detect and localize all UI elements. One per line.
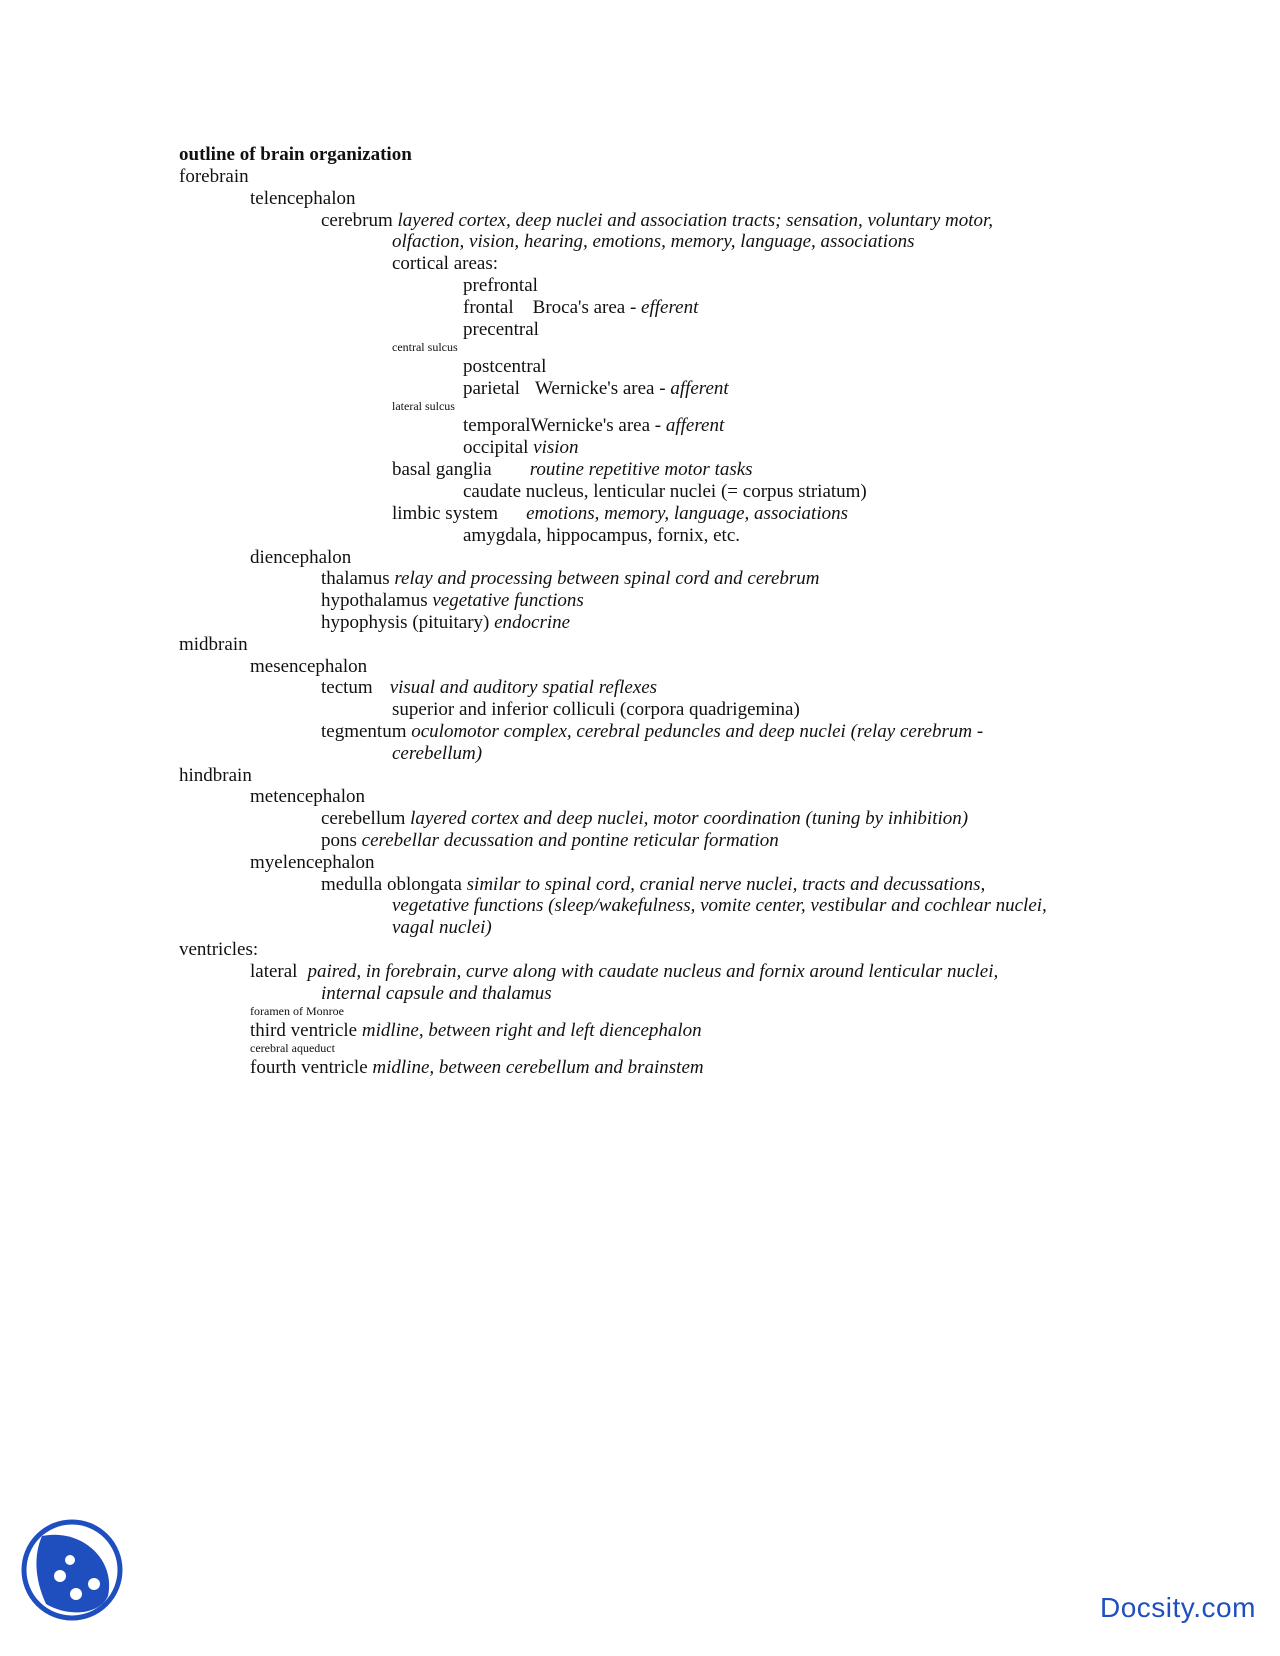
outline-entry [463, 437, 579, 459]
outline-entry [392, 459, 753, 481]
sulcus-label: lateral sulcus [392, 399, 455, 413]
function-description: visual and auditory spatial reflexes [389, 677, 658, 698]
outline-level-1: hindbrain [179, 765, 252, 786]
function-description: internal capsule and thalamus [321, 983, 552, 1004]
document-title: outline of brain organization [179, 144, 412, 165]
outline-entry [392, 503, 848, 525]
structure-name: limbic system [392, 503, 499, 524]
outline-level-2: mesencephalon [250, 656, 368, 677]
area-name: temporal [463, 415, 531, 436]
area-description: Broca's area - [532, 297, 637, 318]
outline-entry [321, 808, 968, 830]
function-description: similar to spinal cord, cranial nerve nuclei, tracts and decussations, [466, 874, 986, 895]
area-description: Wernicke's area - [534, 378, 666, 399]
outline-level-4: cortical areas: [392, 253, 499, 274]
outline-level-2: diencephalon [250, 547, 352, 568]
function-description: olfaction, vision, hearing, emotions, memory, language, associations [392, 231, 915, 252]
area-name: occipital [463, 437, 529, 458]
foramen-label: foramen of Monroe [250, 1004, 344, 1018]
function-description: emotions, memory, language, associations [526, 503, 849, 524]
structure-name: tegmentum [321, 721, 407, 742]
outline-entry [321, 210, 993, 232]
outline-entry [321, 612, 570, 634]
function-description: layered cortex, deep nuclei and association tracts; sensation, voluntary motor, [397, 210, 994, 231]
structure-name: hypophysis (pituitary) [321, 612, 490, 633]
function-description: relay and processing between spinal cord and cerebrum [394, 568, 820, 589]
function-description: midline, between right and left diencephalon [361, 1020, 702, 1041]
outline-level-5: precentral [463, 319, 539, 340]
area-type: afferent [665, 415, 725, 436]
outline-entry [463, 297, 698, 319]
outline-level-5: prefrontal [463, 275, 538, 296]
area-name: parietal [463, 378, 520, 399]
structure-name: pons [321, 830, 357, 851]
structure-name: cerebrum [321, 210, 393, 231]
outline-level-1: forebrain [179, 166, 249, 187]
area-type: afferent [670, 378, 729, 399]
outline-level-4: superior and inferior colliculi (corpora quadrigemina) [392, 699, 800, 720]
outline-level-1: ventricles: [179, 939, 259, 960]
function-description: layered cortex and deep nuclei, motor coordination (tuning by inhibition) [410, 808, 969, 829]
structure-name: lateral [250, 961, 298, 982]
outline-entry [250, 1057, 704, 1079]
structure-name: hypothalamus [321, 590, 428, 611]
structure-name: fourth ventricle [250, 1057, 368, 1078]
function-description: vegetative functions [432, 590, 584, 611]
function-description: midline, between cerebellum and brainstem [372, 1057, 704, 1078]
function-description: paired, in forebrain, curve along with caudate nucleus and fornix around lenticular nuclei, [307, 961, 999, 982]
function-description: endocrine [494, 612, 571, 633]
area-description: Wernicke's area - [530, 415, 662, 436]
structure-name: thalamus [321, 568, 390, 589]
outline-entry [463, 415, 724, 437]
area-description: vision [533, 437, 579, 458]
outline-entry [321, 677, 657, 699]
function-description: routine repetitive motor tasks [529, 459, 753, 480]
function-description: vagal nuclei) [392, 917, 492, 938]
outline-entry [250, 1020, 702, 1042]
sulcus-label: central sulcus [392, 340, 458, 354]
outline-level-2: telencephalon [250, 188, 356, 209]
outline-entry [463, 378, 729, 400]
docsity-watermark-link[interactable]: Docsity.com [1100, 1592, 1256, 1623]
docsity-logo-icon[interactable] [20, 1518, 130, 1628]
structure-name: third ventricle [250, 1020, 358, 1041]
outline-level-5: amygdala, hippocampus, fornix, etc. [463, 525, 741, 546]
function-description: cerebellum) [392, 743, 483, 764]
outline-entry [321, 568, 820, 590]
outline-entry [321, 590, 584, 612]
outline-level-5: postcentral [463, 356, 547, 377]
structure-name: basal ganglia [392, 459, 492, 480]
function-description: vegetative functions (sleep/wakefulness, vomite center, vestibular and cochlear nuclei, [392, 895, 1047, 916]
aqueduct-label: cerebral aqueduct [250, 1041, 335, 1055]
structure-name: tectum [321, 677, 373, 698]
outline-level-1: midbrain [179, 634, 248, 655]
function-description: cerebellar decussation and pontine reticular formation [361, 830, 779, 851]
area-name: frontal [463, 297, 514, 318]
outline-entry [321, 874, 985, 896]
outline-level-5: caudate nucleus, lenticular nuclei (= corpus striatum) [463, 481, 867, 502]
outline-entry [321, 830, 779, 852]
outline-entry [250, 961, 998, 983]
area-type: efferent [641, 297, 699, 318]
outline-level-2: myelencephalon [250, 852, 375, 873]
function-description: oculomotor complex, cerebral peduncles and deep nuclei (relay cerebrum - [411, 721, 984, 742]
structure-name: medulla oblongata [321, 874, 462, 895]
outline-entry [321, 721, 983, 743]
structure-name: cerebellum [321, 808, 406, 829]
outline-level-2: metencephalon [250, 786, 366, 807]
